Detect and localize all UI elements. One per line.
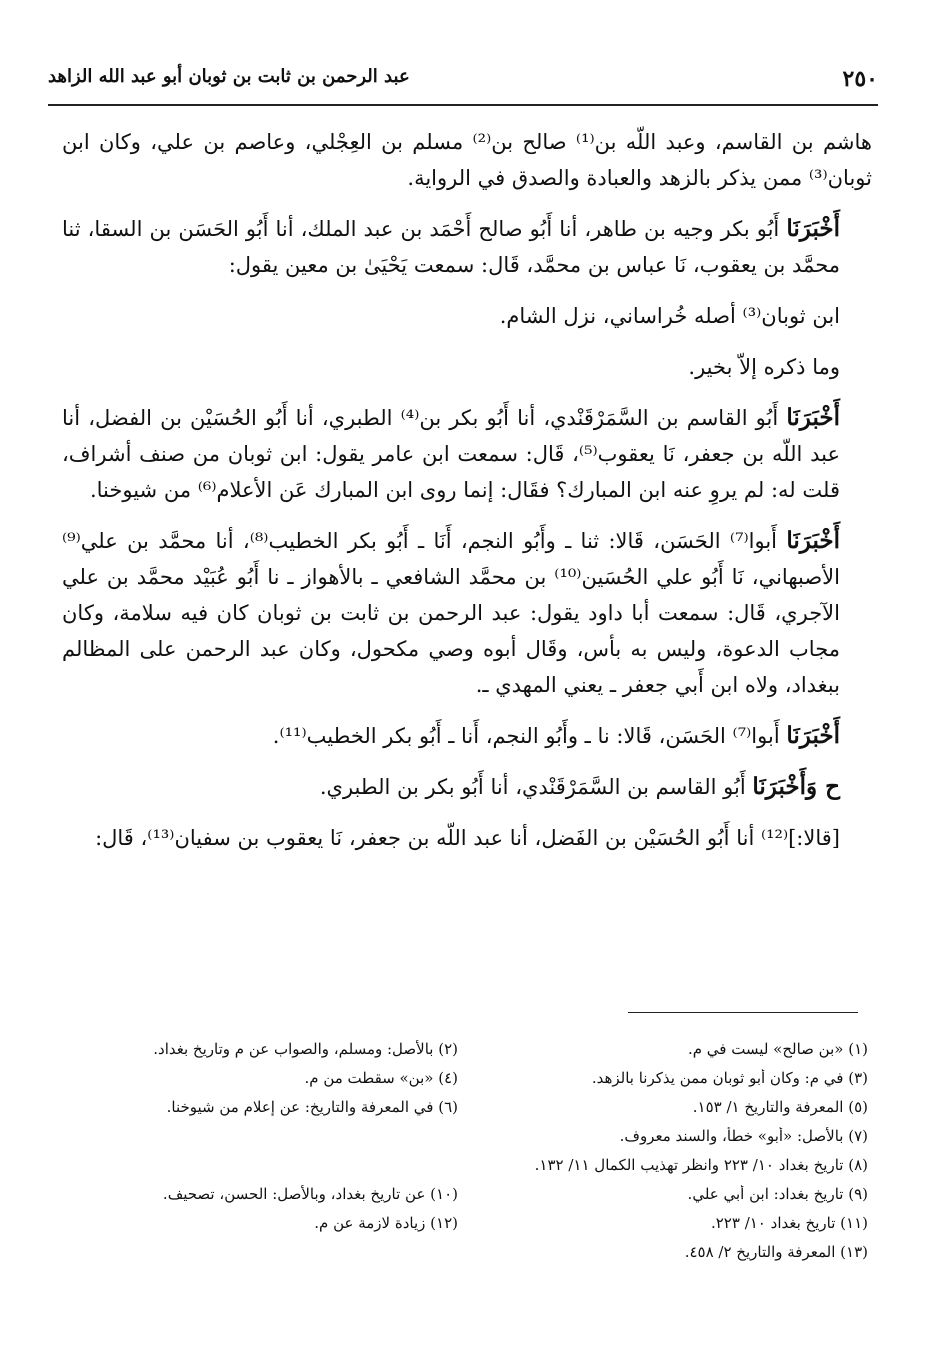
page-header: [48, 52, 878, 106]
paragraph: ابن ثوبان⁽³⁾ أصله خُراساني، نزل الشام.: [499, 304, 840, 328]
footnote-row: [56, 1034, 868, 1063]
paragraph: [62, 718, 872, 754]
paragraph: هاشم بن القاسم، وعبد اللّه بن⁽¹⁾ صالح بن⁽²⁾ مسلم بن العِجْلي، وعاصم بن علي، وكان ابن ثوبان⁽³⁾ ممن يذكر بالزهد والعبادة والصدق في الرواية.: [62, 130, 872, 190]
footnote-9: (٩) تاريخ بغداد: ابن أبي علي.: [687, 1184, 868, 1203]
footnote-row: [56, 1092, 868, 1121]
page-number: ٢٥٠: [842, 66, 878, 92]
paragraph-text: أَبوا⁽⁷⁾ الحَسَن، قَالا: ثنا ـ وأَبُو النجم، أَنَا ـ أَبُو بكر الخطيب⁽⁸⁾، أنا محمَّد بن علي⁽⁹⁾ الأصبهاني، نَا أَبُو علي الحُسَين⁽¹⁰⁾ بن محمَّد الشافعي ـ بالأهواز ـ نا أَبُو عُبَيْد محمَّد بن علي الآجري، قَال: سمعت أبا داود يقول: عبد الرحمن بن ثابت بن ثوبان كان فيه سلامة، وكان مجاب الدعوة، وليس به بأس، وقَال أبوه وصي مكحول، وكان عبد الرحمن على المظالم ببغداد، ولاه ابن أَبي جعفر ـ يعني المهدي ـ.: [62, 529, 840, 697]
footnote-7: (٧) بالأصل: «أبو» خطأ، والسند معروف.: [619, 1126, 868, 1145]
footnote-3: (٣) في م: وكان أبو ثوبان ممن يذكرنا بالزهد.: [591, 1068, 868, 1087]
paragraph: [62, 400, 872, 508]
paragraph-text: أَبوا⁽⁷⁾ الحَسَن، قَالا: نا ـ وأَبُو النجم، أَنا ـ أَبُو بكر الخطيب⁽¹¹⁾.: [272, 724, 787, 748]
akhbarana-keyword: ح وَأَخْبَرَنَا: [752, 773, 840, 800]
footnote-separator: [628, 1012, 858, 1013]
akhbarana-keyword: أَخْبَرَنَا: [786, 215, 840, 242]
footnote-row: [56, 1063, 868, 1092]
footnote-row: [56, 1150, 868, 1179]
footnote-row: [56, 1179, 868, 1208]
footnote-row: [56, 1121, 868, 1150]
footnote-row: [56, 1237, 868, 1266]
footnote-11: (١١) تاريخ بغداد ١٠/ ٢٢٣.: [710, 1213, 868, 1232]
paragraph-text: أَبُو القاسم بن السَّمَرْقَنْدي، أنا أَبُو بكر بن الطبري.: [319, 775, 753, 799]
paragraph: [قالا:]⁽¹²⁾ أنا أَبُو الحُسَيْن بن الفَضل، أنا عبد اللّه بن جعفر، نَا يعقوب بن سفيان⁽¹³⁾، قَال:: [95, 826, 840, 850]
paragraph: وما ذكره إلاّ بخير.: [688, 355, 840, 379]
footnote-1: (١) «بن صالح» ليست في م.: [687, 1039, 868, 1058]
footnote-4: (٤) «بن» سقطت من م.: [304, 1068, 458, 1087]
footnote-5: (٥) المعرفة والتاريخ ١/ ١٥٣.: [692, 1097, 868, 1116]
main-text: [62, 124, 872, 871]
footnote-10: (١٠) عن تاريخ بغداد، وبالأصل: الحسن، تصحيف.: [162, 1184, 458, 1203]
paragraph-text: أَبُو بكر وجيه بن طاهر، أنا أَبُو صالح أَحْمَد بن عبد الملك، أنا أَبُو الحَسَن بن السقا، ثنا محمَّد بن يعقوب، نَا عباس بن محمَّد، قَال: سمعت يَحْيَىٰ بن معين يقول:: [62, 217, 840, 277]
paragraph: [62, 211, 872, 283]
footnote-2: (٢) بالأصل: ومسلم، والصواب عن م وتاريخ بغداد.: [153, 1039, 458, 1058]
footnote-13: (١٣) المعرفة والتاريخ ٢/ ٤٥٨.: [684, 1242, 868, 1261]
footnotes: [56, 1034, 868, 1266]
footnote-8: (٨) تاريخ بغداد ١٠/ ٢٢٣ وانظر تهذيب الكمال ١١/ ١٣٢.: [534, 1155, 868, 1174]
paragraph-text: أَبُو القاسم بن السَّمَرْقَنْدي، أنا أَبُو بكر بن⁽⁴⁾ الطبري، أنا أَبُو الحُسَيْن بن الفضل، أنا عبد اللّه بن جعفر، نَا يعقوب⁽⁵⁾، قَال: سمعت ابن عامر يقول: ابن ثوبان من صنف أشراف، قلت له: لم يروِ عنه ابن المبارك؟ فقَال: إنما روى ابن المبارك عَن الأعلام⁽⁶⁾ من شيوخنا.: [62, 406, 840, 502]
paragraph: [62, 523, 872, 703]
footnote-12: (١٢) زيادة لازمة عن م.: [314, 1213, 458, 1232]
footnote-row: [56, 1208, 868, 1237]
paragraph: [62, 769, 872, 805]
running-title: عبد الرحمن بن ثابت بن ثوبان أبو عبد الله الزاهد: [48, 66, 410, 87]
akhbarana-keyword: أَخْبَرَنَا: [786, 722, 840, 749]
akhbarana-keyword: أَخْبَرَنَا: [786, 404, 840, 431]
footnote-6: (٦) في المعرفة والتاريخ: عن إعلام من شيوخنا.: [166, 1097, 458, 1116]
akhbarana-keyword: أَخْبَرَنَا: [786, 527, 841, 554]
